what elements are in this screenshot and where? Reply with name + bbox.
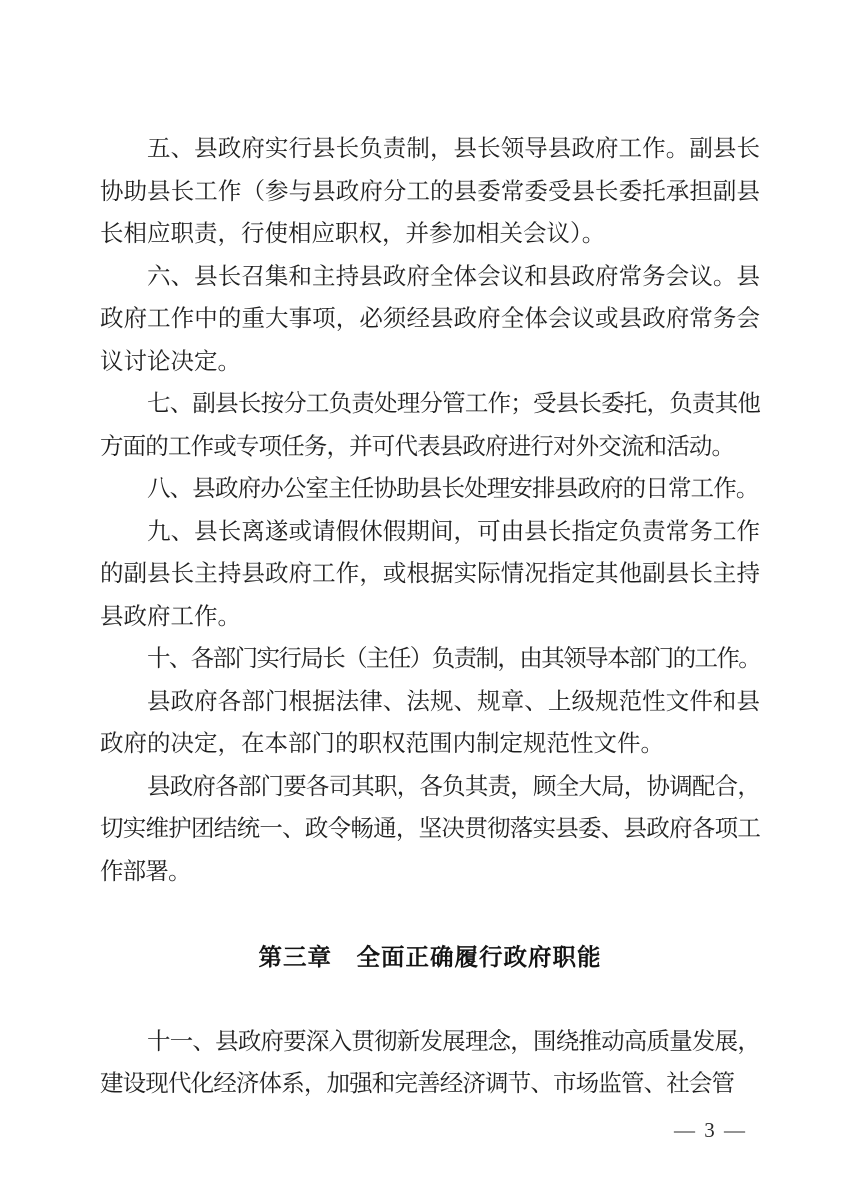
paragraph-item-5: 五、县政府实行县长负责制，县长领导县政府工作。副县长协助县长工作（参与县政府分工的县委常委受县长委托承担副县长相应职责，行使相应职权，并参加相关会议）。 xyxy=(100,136,760,247)
paragraph-item-11: 十一、县政府要深入贯彻新发展理念，围绕推动高质量发展，建设现代化经济体系，加强和完善经济调节、市场监管、社会管 xyxy=(100,1028,760,1097)
paragraph-item-8: 八、县政府办公室主任协助县长处理安排县政府的日常工作。 xyxy=(147,476,759,502)
paragraph-item-7: 七、副县长按分工负责处理分管工作；受县长委托，负责其他方面的工作或专项任务，并可代表县政府进行对外交流和活动。 xyxy=(100,391,760,460)
paragraph-item-10: 十、各部门实行局长（主任）负责制，由其领导本部门的工作。 xyxy=(147,646,761,672)
chapter-heading: 第三章 全面正确履行政府职能 xyxy=(258,943,602,970)
page-number: — 3 — xyxy=(674,1118,747,1142)
document-body xyxy=(100,128,760,1106)
paragraph-departments-duties: 县政府各部门要各司其职，各负其责，顾全大局，协调配合，切实维护团结统一、政令畅通，坚决贯彻落实县委、县政府各项工作部署。 xyxy=(100,773,760,885)
paragraph-item-6: 六、县长召集和主持县政府全体会议和县政府常务会议。县政府工作中的重大事项，必须经县政府全体会议或县政府常务会议讨论决定。 xyxy=(100,263,760,375)
paragraph-departments-rules: 县政府各部门根据法律、法规、规章、上级规范性文件和县政府的决定，在本部门的职权范围内制定规范性文件。 xyxy=(100,688,760,757)
paragraph-item-9: 九、县长离遂或请假休假期间，可由县长指定负责常务工作的副县长主持县政府工作，或根据实际情况指定其他副县长主持县政府工作。 xyxy=(100,518,760,630)
